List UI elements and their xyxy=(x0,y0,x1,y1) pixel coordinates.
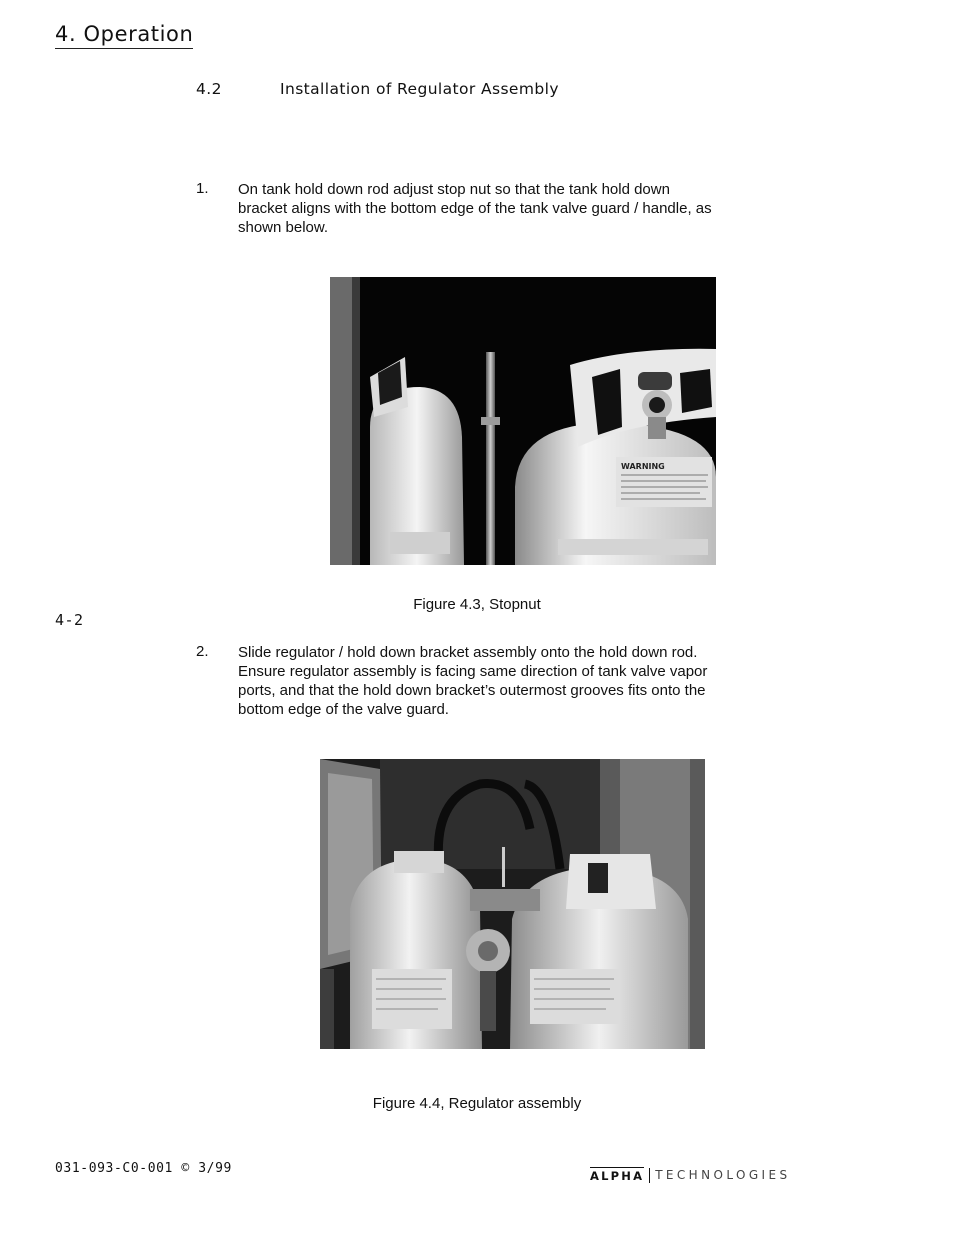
step-1-line: On tank hold down rod adjust stop nut so that the tank hold down xyxy=(238,181,670,198)
step-2-line: Slide regulator / hold down bracket assembly onto the hold down rod. xyxy=(238,644,698,661)
figure-4-3-caption: Figure 4.3, Stopnut xyxy=(413,596,541,613)
chapter-title: 4. Operation xyxy=(55,22,193,49)
document-number: 031-093-C0-001 © 3/99 xyxy=(55,1161,232,1176)
step-2-line: Ensure regulator assembly is facing same direction of tank valve vapor xyxy=(238,663,708,680)
figure-4-4-photo xyxy=(320,759,705,1049)
brand-technologies: TECHNOLOGIES xyxy=(655,1168,791,1182)
page-number: 4-2 xyxy=(55,611,84,629)
step-2-text xyxy=(238,643,818,719)
brand-separator xyxy=(649,1168,650,1183)
section-number: 4.2 xyxy=(196,80,222,98)
figure-4-4-caption: Figure 4.4, Regulator assembly xyxy=(372,1095,582,1112)
step-2-line: ports, and that the hold down bracket’s outermost grooves fits onto the xyxy=(238,682,706,699)
step-1-text xyxy=(238,180,818,237)
step-1-line: shown below. xyxy=(238,219,329,236)
figure-4-3-photo xyxy=(330,277,716,565)
step-2-number: 2. xyxy=(196,643,209,660)
step-1-line: bracket aligns with the bottom edge of the tank valve guard / handle, as xyxy=(238,200,712,217)
section-title: Installation of Regulator Assembly xyxy=(280,80,559,98)
step-1-number: 1. xyxy=(196,180,209,197)
brand-logo xyxy=(590,1166,790,1184)
brand-alpha: ALPHA xyxy=(590,1169,645,1183)
step-2-line: bottom edge of the valve guard. xyxy=(238,701,449,718)
warning-label: WARNING xyxy=(621,462,665,471)
